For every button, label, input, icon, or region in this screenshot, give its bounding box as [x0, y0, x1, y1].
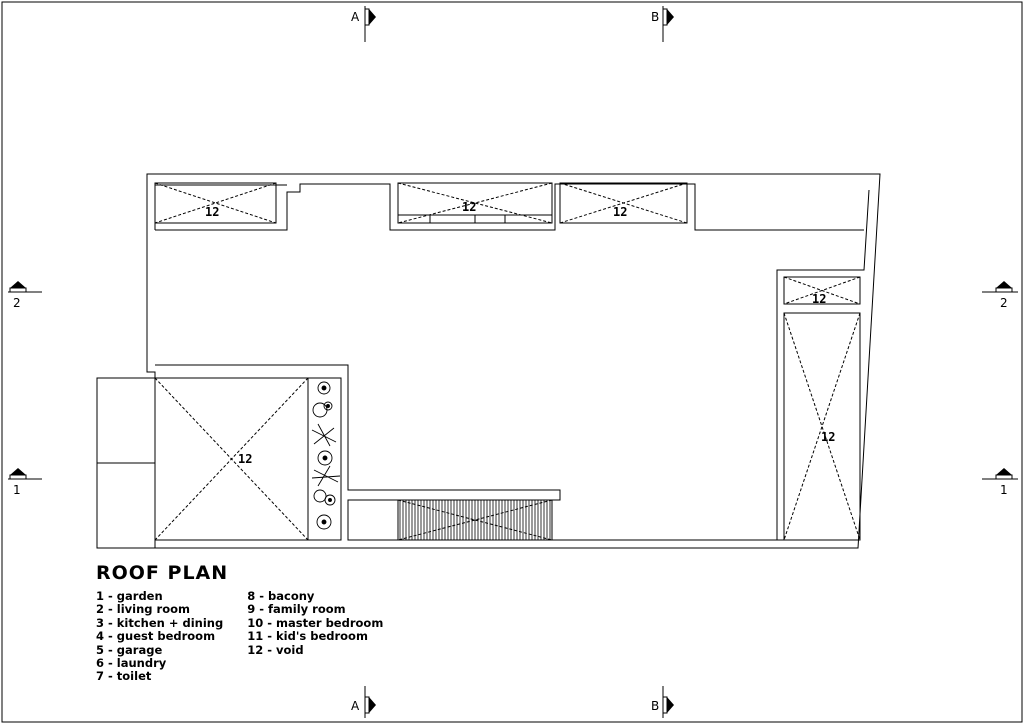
section-arrow-icon	[667, 9, 674, 25]
legend-item: 7 - toilet	[96, 669, 152, 684]
section-mark-label: A	[351, 699, 360, 713]
legend-item: 1 - garden	[96, 589, 163, 603]
void-label: 12	[205, 205, 220, 219]
legend-item: 4 - guest bedroom	[96, 629, 216, 644]
section-mark-2-right	[982, 281, 1018, 310]
section-arrow-icon	[369, 697, 376, 713]
legend-item: 5 - garage	[96, 642, 163, 657]
void-label: 12	[812, 292, 827, 306]
section-mark-label: 1	[13, 483, 21, 497]
legend-item: 8 - bacony	[247, 589, 315, 603]
legend-item: 6 - laundry	[96, 656, 167, 671]
section-mark-2-left	[8, 281, 42, 310]
section-mark-label: B	[651, 699, 660, 713]
section-arrow-icon	[996, 281, 1012, 288]
legend-item: 9 - family room	[247, 602, 346, 617]
building-outline	[147, 174, 880, 548]
legend-column-2	[247, 590, 383, 684]
section-arrow-icon	[996, 468, 1012, 475]
legend-column-1	[96, 590, 223, 684]
section-mark-label: A	[351, 10, 360, 24]
section-mark-b-bottom	[651, 686, 674, 718]
legend-item: 12 - void	[247, 642, 304, 657]
section-arrow-icon	[369, 9, 376, 25]
section-mark-1-right	[982, 468, 1018, 497]
void-label: 12	[613, 205, 628, 219]
legend	[96, 562, 383, 684]
plan-title: ROOF PLAN	[96, 562, 229, 584]
section-arrow-icon	[10, 468, 26, 475]
void-panel	[784, 313, 860, 540]
legend-item: 11 - kid's bedroom	[247, 629, 368, 644]
section-arrow-icon	[10, 281, 26, 288]
plant-icon	[312, 382, 340, 529]
void-panel	[155, 378, 308, 540]
void-label: 12	[821, 430, 836, 444]
legend-item: 2 - living room	[96, 602, 190, 617]
section-mark-label: 1	[1000, 483, 1008, 497]
section-mark-a-top	[351, 6, 376, 42]
legend-item: 3 - kitchen + dining	[96, 615, 224, 630]
left-annex	[97, 378, 155, 548]
section-mark-b-top	[651, 6, 674, 42]
void-label: 12	[238, 452, 253, 466]
section-arrow-icon	[667, 697, 674, 713]
legend-item: 10 - master bedroom	[247, 615, 384, 630]
section-mark-label: 2	[1000, 296, 1008, 310]
section-mark-label: 2	[13, 296, 21, 310]
section-mark-1-left	[8, 468, 42, 497]
section-mark-label: B	[651, 10, 660, 24]
void-label: 12	[462, 200, 477, 214]
section-mark-a-bottom	[351, 686, 376, 718]
